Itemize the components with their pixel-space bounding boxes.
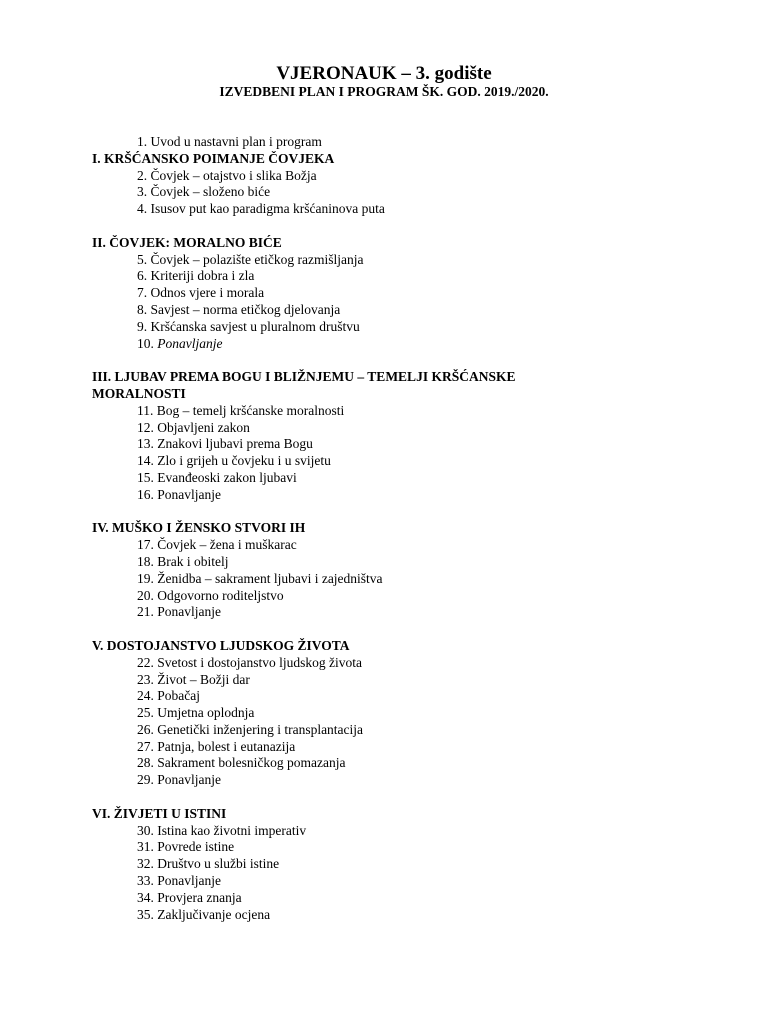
lesson-number: 30. <box>137 822 154 838</box>
lesson-item <box>92 772 612 789</box>
lesson-number: 20. <box>137 587 154 603</box>
lesson-number: 18. <box>137 553 154 569</box>
section-spacer <box>92 352 612 369</box>
curriculum-list <box>92 134 612 923</box>
lesson-title: Uvod u nastavni plan i program <box>150 134 322 149</box>
lesson-number: 21. <box>137 604 154 620</box>
lesson-title: Ponavljanje <box>157 335 223 351</box>
lesson-title: Ponavljanje <box>157 873 221 889</box>
lesson-item <box>92 604 612 621</box>
lesson-number: 31. <box>137 839 154 855</box>
lesson-title: Ženidba – sakrament ljubavi i zajedništva <box>157 570 383 586</box>
lesson-number: 13. <box>137 436 154 452</box>
lesson-title: Ponavljanje <box>157 772 221 788</box>
lesson-item <box>92 252 612 269</box>
lesson-title: Genetički inženjering i transplantacija <box>157 721 364 737</box>
lesson-item <box>92 168 612 185</box>
lesson-number: 16. <box>137 486 154 502</box>
lesson-number: 4. <box>137 201 148 217</box>
lesson-title: Znakovi ljubavi prema Bogu <box>157 436 313 452</box>
lesson-number: 10. <box>137 335 154 351</box>
section-heading: V. DOSTOJANSTVO LJUDSKOG ŽIVOTA <box>92 637 350 653</box>
lesson-title: Društvo u službi istine <box>157 856 280 872</box>
lesson-title: Odgovorno roditeljstvo <box>157 587 284 603</box>
lesson-item <box>92 823 612 840</box>
lesson-item <box>92 739 612 756</box>
lesson-item <box>92 201 612 218</box>
lesson-title: Čovjek – složeno biće <box>150 184 271 200</box>
lesson-item <box>92 134 612 151</box>
lesson-number: 2. <box>137 167 148 183</box>
lesson-item <box>92 436 612 453</box>
lesson-number: 33. <box>137 873 154 889</box>
lesson-title: Umjetna oplodnja <box>157 705 255 721</box>
lesson-item <box>92 285 612 302</box>
lesson-title: Brak i obitelj <box>157 553 229 569</box>
lesson-title: Isusov put kao paradigma kršćaninova puta <box>150 201 385 217</box>
lesson-number: 34. <box>137 889 154 905</box>
lesson-item <box>92 453 612 470</box>
lesson-number: 19. <box>137 570 154 586</box>
lesson-number: 9. <box>137 318 148 334</box>
lesson-item <box>92 705 612 722</box>
lesson-number: 25. <box>137 705 154 721</box>
lesson-title: Odnos vjere i morala <box>150 285 265 301</box>
lesson-title: Provjera znanja <box>157 889 242 905</box>
lesson-number: 8. <box>137 301 148 317</box>
lesson-item <box>92 319 612 336</box>
lesson-number: 26. <box>137 721 154 737</box>
lesson-number: 27. <box>137 738 154 754</box>
lesson-number: 35. <box>137 906 154 922</box>
lesson-item <box>92 588 612 605</box>
section-heading: VI. ŽIVJETI U ISTINI <box>92 805 227 821</box>
lesson-title: Kriteriji dobra i zla <box>150 268 255 284</box>
lesson-number: 5. <box>137 251 148 267</box>
lesson-title: Čovjek – polazište etičkog razmišljanja <box>150 251 364 267</box>
lesson-item <box>92 890 612 907</box>
lesson-item <box>92 470 612 487</box>
lesson-item <box>92 571 612 588</box>
lesson-title: Čovjek – žena i muškarac <box>157 537 297 553</box>
lesson-item <box>92 336 612 353</box>
lesson-title: Bog – temelj kršćanske moralnosti <box>156 402 345 418</box>
lesson-item <box>92 755 612 772</box>
lesson-item <box>92 672 612 689</box>
lesson-item <box>92 873 612 890</box>
lesson-title: Čovjek – otajstvo i slika Božja <box>150 167 317 183</box>
section-heading: IV. MUŠKO I ŽENSKO STVORI IH <box>92 520 306 536</box>
lesson-item <box>92 839 612 856</box>
lesson-title: Svetost i dostojanstvo ljudskog života <box>157 654 362 670</box>
lesson-title: Sakrament bolesničkog pomazanja <box>157 755 346 771</box>
lesson-number: 23. <box>137 671 154 687</box>
section-spacer <box>92 621 612 638</box>
lesson-item <box>92 722 612 739</box>
lesson-number: 15. <box>137 469 154 485</box>
lesson-number: 1. <box>137 134 148 149</box>
section-heading: II. ČOVJEK: MORALNO BIĆE <box>92 234 282 250</box>
lesson-title: Evanđeoski zakon ljubavi <box>157 469 297 485</box>
lesson-title: Zaključivanje ocjena <box>157 906 271 922</box>
lesson-item <box>92 554 612 571</box>
lesson-title: Život – Božji dar <box>157 671 250 687</box>
lesson-item <box>92 688 612 705</box>
lesson-item <box>92 537 612 554</box>
lesson-item <box>92 907 612 924</box>
lesson-title: Savjest – norma etičkog djelovanja <box>150 301 341 317</box>
lesson-number: 6. <box>137 268 148 284</box>
lesson-item <box>92 487 612 504</box>
lesson-number: 14. <box>137 453 154 469</box>
lesson-title: Ponavljanje <box>157 604 221 620</box>
lesson-title: Istina kao životni imperativ <box>157 822 307 838</box>
lesson-number: 12. <box>137 419 154 435</box>
lesson-title: Ponavljanje <box>157 486 221 502</box>
section-spacer <box>92 218 612 235</box>
lesson-item <box>92 268 612 285</box>
lesson-title: Povrede istine <box>157 839 235 855</box>
document-title: VJERONAUK – 3. godište <box>276 63 492 84</box>
lesson-title: Patnja, bolest i eutanazija <box>157 738 296 754</box>
lesson-item <box>92 302 612 319</box>
lesson-number: 11. <box>137 402 154 418</box>
lesson-item <box>92 420 612 437</box>
lesson-number: 17. <box>137 537 154 553</box>
lesson-number: 7. <box>137 285 148 301</box>
lesson-number: 28. <box>137 755 154 771</box>
section-heading: III. LJUBAV PREMA BOGU I BLIŽNJEMU – TEMELJI KRŠĆANSKE MORALNOSTI <box>92 369 516 401</box>
lesson-title: Kršćanska savjest u pluralnom društvu <box>150 318 360 334</box>
section-spacer <box>92 789 612 806</box>
lesson-title: Pobačaj <box>157 688 200 704</box>
lesson-item <box>92 856 612 873</box>
lesson-item <box>92 403 612 420</box>
lesson-number: 32. <box>137 856 154 872</box>
document-subtitle: IZVEDBENI PLAN I PROGRAM ŠK. GOD. 2019./2020. <box>219 84 549 99</box>
lesson-title: Objavljeni zakon <box>157 419 250 435</box>
lesson-number: 24. <box>137 688 154 704</box>
lesson-number: 22. <box>137 654 154 670</box>
lesson-item <box>92 655 612 672</box>
section-heading: I. KRŠĆANSKO POIMANJE ČOVJEKA <box>92 150 335 166</box>
lesson-item <box>92 184 612 201</box>
section-spacer <box>92 504 612 521</box>
lesson-number: 3. <box>137 184 148 200</box>
lesson-number: 29. <box>137 772 154 788</box>
lesson-title: Zlo i grijeh u čovjeku i u svijetu <box>157 453 331 469</box>
